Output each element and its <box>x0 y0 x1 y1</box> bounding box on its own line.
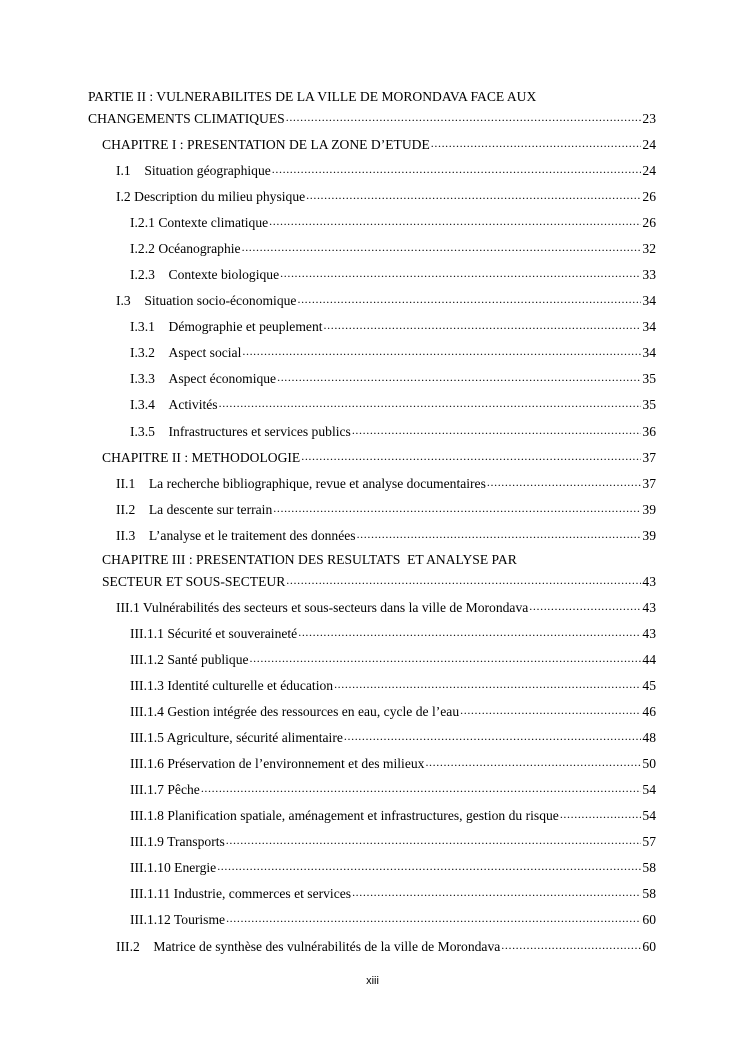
toc-entry <box>116 161 656 179</box>
toc-leader-dots <box>219 395 642 409</box>
toc-page-number: 44 <box>642 652 656 667</box>
toc-entry-title: III.1.6 Préservation de l’environnement et des milieux <box>130 756 425 771</box>
toc-leader-dots <box>226 910 641 924</box>
toc-entry <box>130 422 656 440</box>
toc-entry <box>130 702 656 720</box>
toc-leader-dots <box>431 135 642 149</box>
toc-leader-dots <box>425 754 641 768</box>
toc-entry <box>130 858 656 876</box>
toc-page-number: 37 <box>642 476 656 491</box>
toc-page-number: 45 <box>642 678 656 693</box>
toc-page-number: 23 <box>642 111 656 126</box>
toc-entry <box>130 780 656 798</box>
toc-page-number: 35 <box>642 371 656 386</box>
toc-entry-title: I.2.1 Contexte climatique <box>130 215 269 230</box>
toc-entry-title: III.2 Matrice de synthèse des vulnérabilités de la ville de Morondava <box>116 939 501 954</box>
toc-entry-title: III.1.10 Energie <box>130 860 217 875</box>
toc-entry-title: I.3.2 Aspect social <box>130 345 242 360</box>
toc-entry-title: I.1 Situation géographique <box>116 163 271 178</box>
toc-leader-dots <box>560 806 642 820</box>
toc-page-number: 24 <box>642 137 656 152</box>
toc-entry-title: I.3.1 Démographie et peuplement <box>130 319 323 334</box>
toc-page-number: 32 <box>642 241 656 256</box>
toc-entry-title: II.3 L’analyse et le traitement des données <box>116 528 356 543</box>
toc-leader-dots <box>286 109 642 123</box>
toc-page-number: 39 <box>642 528 656 543</box>
toc-page-number: 58 <box>642 860 656 875</box>
toc-entry-title: I.3 Situation socio-économique <box>116 293 297 308</box>
toc-leader-dots <box>306 187 641 201</box>
toc-leader-dots <box>301 448 641 462</box>
toc-entry-title: I.2 Description du milieu physique <box>116 189 306 204</box>
toc-entry-title: I.3.4 Activités <box>130 397 218 412</box>
toc-entry <box>116 187 656 205</box>
toc-entry <box>102 135 656 153</box>
toc-page-number: 54 <box>642 808 656 823</box>
toc-page-number: 43 <box>642 600 656 615</box>
toc-page-number: 36 <box>642 424 656 439</box>
toc-entry-title: III.1.4 Gestion intégrée des ressources en eau, cycle de l’eau <box>130 704 460 719</box>
toc-entry-title: I.3.5 Infrastructures et services publics <box>130 424 351 439</box>
toc-entry <box>130 395 656 413</box>
toc-leader-dots <box>201 780 642 794</box>
toc-entry <box>130 213 656 231</box>
toc-entry <box>130 910 656 928</box>
toc-leader-dots <box>273 500 641 514</box>
toc-page-number: 39 <box>642 502 656 517</box>
toc-entry-title: III.1.8 Planification spatiale, aménagement et infrastructures, gestion du risque <box>130 808 559 823</box>
toc-page-number: 54 <box>642 782 656 797</box>
toc-entry-title: CHAPITRE II : METHODOLOGIE <box>102 450 301 465</box>
toc-entry-title: III.1 Vulnérabilités des secteurs et sous-secteurs dans la ville de Morondava <box>116 600 529 615</box>
toc-entry-title: I.2.2 Océanographie <box>130 241 241 256</box>
toc-entry <box>130 239 656 257</box>
toc-entry <box>130 676 656 694</box>
toc-entry <box>130 650 656 668</box>
toc-entry-title: III.1.1 Sécurité et souveraineté <box>130 626 298 641</box>
toc-entry-title: II.1 La recherche bibliographique, revue et analyse documentaires <box>116 476 486 491</box>
toc-entry <box>130 317 656 335</box>
toc-leader-dots <box>277 369 641 383</box>
toc-entry <box>102 448 656 466</box>
toc-leader-dots <box>298 624 641 638</box>
toc-page-number: 34 <box>642 345 656 360</box>
toc-leader-dots <box>242 343 641 357</box>
toc-entry-title: I.2.3 Contexte biologique <box>130 267 280 282</box>
toc-page-number: 33 <box>642 267 656 282</box>
toc-page-number: 58 <box>642 886 656 901</box>
toc-leader-dots <box>297 291 641 305</box>
toc-entry <box>130 624 656 642</box>
toc-entry <box>130 832 656 850</box>
toc-entry <box>130 806 656 824</box>
toc-page-number: 37 <box>642 450 656 465</box>
toc-entry-title: III.1.5 Agriculture, sécurité alimentaire <box>130 730 343 745</box>
toc-leader-dots <box>352 884 641 898</box>
toc-leader-dots <box>460 702 641 716</box>
toc-entry <box>130 265 656 283</box>
toc-leader-dots <box>286 572 641 586</box>
toc-page-number: 43 <box>642 626 656 641</box>
toc-page-number: 26 <box>642 215 656 230</box>
toc-entry <box>116 937 656 955</box>
toc-entry <box>130 343 656 361</box>
toc-entry-title-line1: CHAPITRE III : PRESENTATION DES RESULTATS ET ANALYSE PAR <box>102 552 517 567</box>
toc-leader-dots <box>269 213 641 227</box>
toc-entry-title: III.1.7 Pêche <box>130 782 200 797</box>
toc-page-number: 26 <box>642 189 656 204</box>
toc-entry-title: II.2 La descente sur terrain <box>116 502 273 517</box>
toc-entry-title: III.1.11 Industrie, commerces et services <box>130 886 352 901</box>
toc-page-number: 57 <box>642 834 656 849</box>
toc-entry <box>116 474 656 492</box>
toc-entry <box>102 552 656 590</box>
toc-leader-dots <box>272 161 642 175</box>
toc-entry-title: SECTEUR ET SOUS-SECTEUR <box>102 574 286 589</box>
toc-entry-title-line1: PARTIE II : VULNERABILITES DE LA VILLE DE MORONDAVA FACE AUX <box>88 89 537 104</box>
toc-entry <box>116 500 656 518</box>
toc-page-number: 46 <box>642 704 656 719</box>
toc-leader-dots <box>529 598 641 612</box>
toc-page-number: 43 <box>642 574 656 589</box>
toc-page-number: 48 <box>642 730 656 745</box>
toc-entry-title: III.1.2 Santé publique <box>130 652 249 667</box>
toc-leader-dots <box>242 239 642 253</box>
toc-page-number: 60 <box>642 939 656 954</box>
toc-page-number: 50 <box>642 756 656 771</box>
toc-leader-dots <box>217 858 641 872</box>
toc-leader-dots <box>344 728 642 742</box>
toc-leader-dots <box>250 650 642 664</box>
toc-leader-dots <box>280 265 641 279</box>
toc-entry <box>130 754 656 772</box>
toc-entry <box>130 884 656 902</box>
toc-entry-title: CHAPITRE I : PRESENTATION DE LA ZONE D’ETUDE <box>102 137 430 152</box>
toc-entry <box>88 89 656 127</box>
toc-leader-dots <box>357 526 642 540</box>
toc-entry-title: III.1.12 Tourisme <box>130 912 226 927</box>
toc-entry <box>130 728 656 746</box>
toc-entry <box>116 291 656 309</box>
toc-page-number: 34 <box>642 293 656 308</box>
toc-entry <box>116 526 656 544</box>
toc-entry <box>116 598 656 616</box>
toc-leader-dots <box>487 474 642 488</box>
toc-page-number: 35 <box>642 397 656 412</box>
toc-entry-title: III.1.9 Transports <box>130 834 225 849</box>
toc-entry <box>130 369 656 387</box>
toc-entry-title: I.3.3 Aspect économique <box>130 371 277 386</box>
toc-entry-title: III.1.3 Identité culturelle et éducation <box>130 678 334 693</box>
toc-leader-dots <box>226 832 642 846</box>
toc-page-number: 24 <box>642 163 656 178</box>
toc-leader-dots <box>352 422 642 436</box>
toc-entry-title: CHANGEMENTS CLIMATIQUES <box>88 111 285 126</box>
toc-page-number: 34 <box>642 319 656 334</box>
toc-leader-dots <box>501 937 641 951</box>
toc-leader-dots <box>334 676 641 690</box>
toc-leader-dots <box>324 317 642 331</box>
page-number-footer: xiii <box>366 975 379 987</box>
toc-page-number: 60 <box>642 912 656 927</box>
